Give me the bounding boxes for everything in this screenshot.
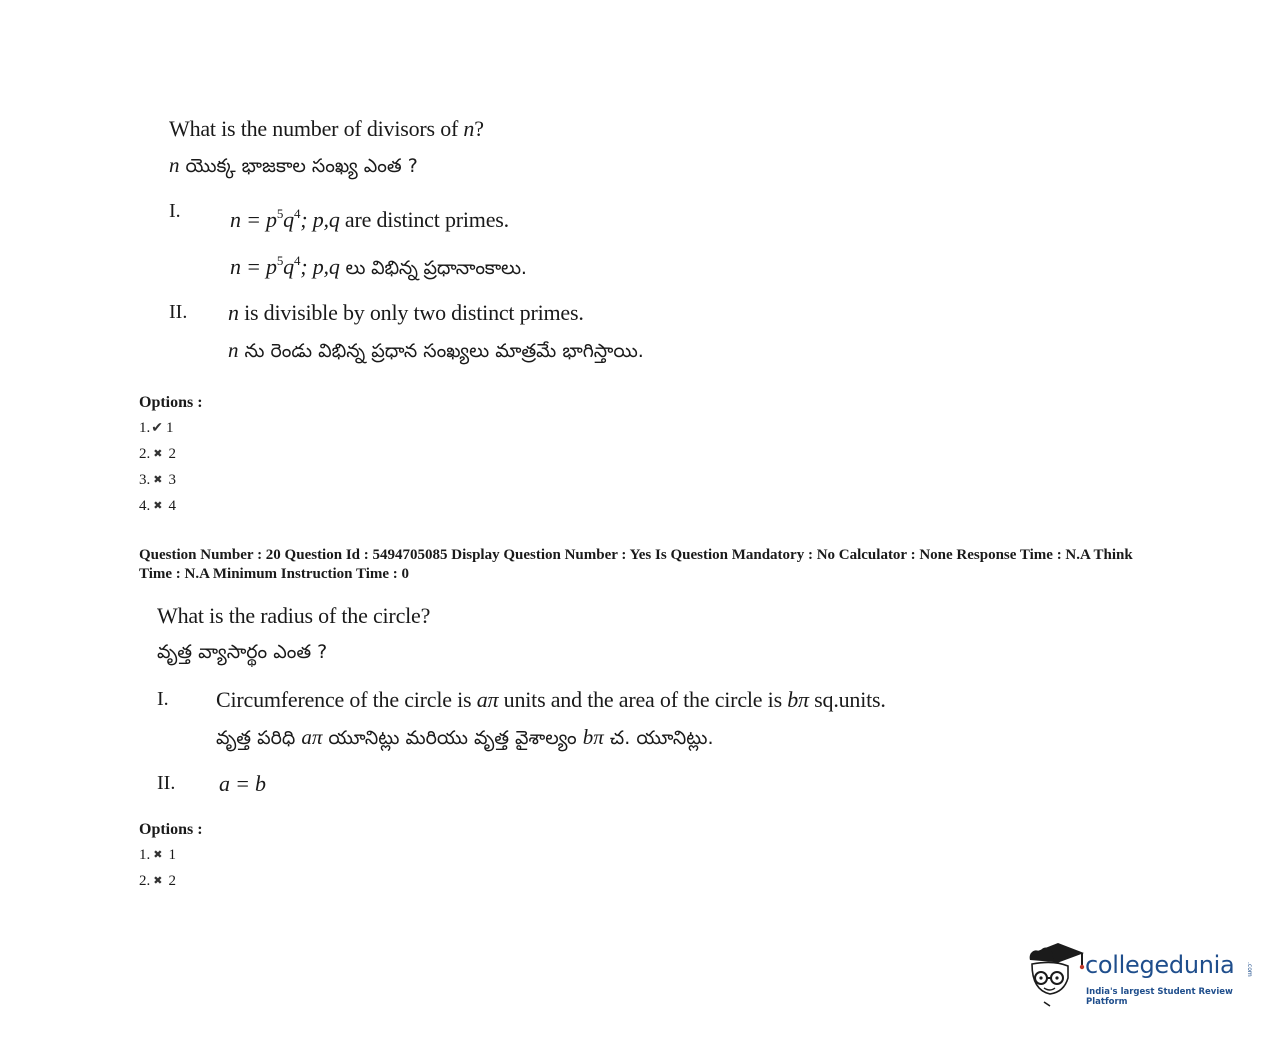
- q19-s1-te-eq: n = p: [230, 254, 277, 279]
- q19-s2-te-text: ను రెండు విభిన్న ప్రధాన సంఖ్యలు మాత్రమే భాగిస్తాయి.: [238, 340, 644, 362]
- q20-s1-te-b: యూనిట్లు మరియు వృత్త వైశాల్యం: [322, 727, 583, 749]
- q20-statement-2-numeral: II.: [157, 772, 176, 794]
- cross-mark-icon: ✖: [153, 875, 163, 887]
- q19-stem-te-var: n: [169, 153, 180, 177]
- q19-s1-eq: n = p: [230, 207, 277, 232]
- q19-options-label: Options :: [139, 394, 203, 411]
- q19-s1-te-vars: ; p,q: [300, 254, 340, 279]
- q19-statement-1-numeral: I.: [169, 200, 181, 222]
- cross-mark-icon: ✖: [153, 849, 163, 861]
- q20-stem-en: What is the radius of the circle?: [157, 603, 431, 628]
- option-number: 1.: [139, 420, 151, 436]
- option-number: 4.: [139, 498, 151, 514]
- q20-s1-en-c: sq.units.: [808, 687, 886, 712]
- option-number: 1.: [139, 847, 151, 863]
- q19-statement-2-te: [228, 338, 644, 367]
- option-value: 2: [168, 446, 176, 462]
- q19-statement-2-numeral: II.: [169, 301, 188, 323]
- q20-option-2: [139, 873, 176, 890]
- q20-s1-en-a: Circumference of the circle is: [216, 687, 477, 712]
- option-value: 1: [165, 420, 174, 436]
- q19-s1-te-exp1: 5: [276, 253, 284, 268]
- q19-s1-exp1: 5: [276, 206, 284, 221]
- q19-s2-en-text: is divisible by only two distinct primes.: [238, 300, 584, 325]
- q19-stem-end: ?: [474, 116, 484, 141]
- q20-s1-te-b-pi: bπ: [582, 725, 604, 749]
- q20-statement-1-te: [216, 725, 713, 754]
- q19-option-2: [139, 446, 176, 463]
- q19-statement-1-en: [230, 206, 509, 233]
- option-number: 2.: [139, 446, 151, 462]
- option-number: 3.: [139, 472, 151, 488]
- logo-brand-name: collegedunia: [1085, 951, 1235, 979]
- student-mascot-icon: [1024, 938, 1086, 1008]
- logo-tagline: India's largest Student Review Platform: [1086, 987, 1233, 1007]
- q20-s1-a-pi: aπ: [476, 687, 499, 712]
- q19-s2-te-var: n: [228, 338, 239, 362]
- q20-options-label: Options :: [139, 821, 203, 838]
- q19-statement-2-en: [228, 300, 584, 326]
- check-mark-icon: ✔: [151, 421, 163, 436]
- q20-s1-en-b: units and the area of the circle is: [498, 687, 788, 712]
- q19-s1-q: q: [283, 207, 294, 232]
- q19-option-1: [139, 420, 173, 437]
- q20-s1-te-c: చ. యూనిట్లు.: [603, 727, 714, 749]
- cross-mark-icon: ✖: [153, 448, 163, 460]
- q19-option-4: [139, 498, 176, 515]
- q20-statement-1-numeral: I.: [157, 688, 169, 710]
- q19-s1-exp2: 4: [293, 206, 301, 221]
- option-number: 2.: [139, 873, 151, 889]
- q20-statement-1-en: [216, 687, 886, 713]
- q19-s1-en-text: are distinct primes.: [339, 207, 509, 232]
- q20-s1-te-a-pi: aπ: [301, 725, 323, 749]
- q19-option-3: [139, 472, 176, 489]
- cross-mark-icon: ✖: [153, 474, 163, 486]
- q20-s1-te-a: వృత్త పరిధి: [216, 727, 302, 749]
- q19-s1-te-q: q: [283, 254, 294, 279]
- q19-s2-var: n: [228, 300, 239, 325]
- q19-stem-text: What is the number of divisors of: [169, 116, 464, 141]
- option-value: 1: [168, 847, 176, 863]
- q19-stem-te: [169, 153, 418, 182]
- cross-mark-icon: ✖: [153, 500, 163, 512]
- q19-stem-te-text: యొక్క భాజకాల సంఖ్య ఎంత ?: [179, 155, 418, 177]
- q20-option-1: [139, 847, 176, 864]
- option-value: 3: [168, 472, 176, 488]
- q19-s1-vars: ; p,q: [300, 207, 340, 232]
- q19-stem-var: n: [463, 116, 475, 141]
- q19-s1-te-exp2: 4: [293, 253, 301, 268]
- q20-meta-info: Question Number : 20 Question Id : 5494705085 Display Question Number : Yes Is Question Mandatory : No Calculator : None Response Time : N.A Think Time : N.A Minimum Instruction Time : 0: [139, 547, 1133, 582]
- q19-stem-en: [169, 116, 484, 142]
- q20-s1-b-pi: bπ: [787, 687, 809, 712]
- collegedunia-logo: [1024, 938, 1254, 1008]
- q19-statement-1-te: [230, 253, 527, 284]
- logo-domain-suffix: .com: [1246, 962, 1253, 977]
- q20-stem-te: వృత్త వ్యాసార్థం ఎంత ?: [157, 641, 328, 663]
- option-value: 2: [168, 873, 176, 889]
- option-value: 4: [168, 498, 176, 514]
- q20-statement-2-eq: a = b: [219, 771, 266, 796]
- q19-s1-te-text: లు విభిన్న ప్రధానాంకాలు.: [339, 257, 527, 279]
